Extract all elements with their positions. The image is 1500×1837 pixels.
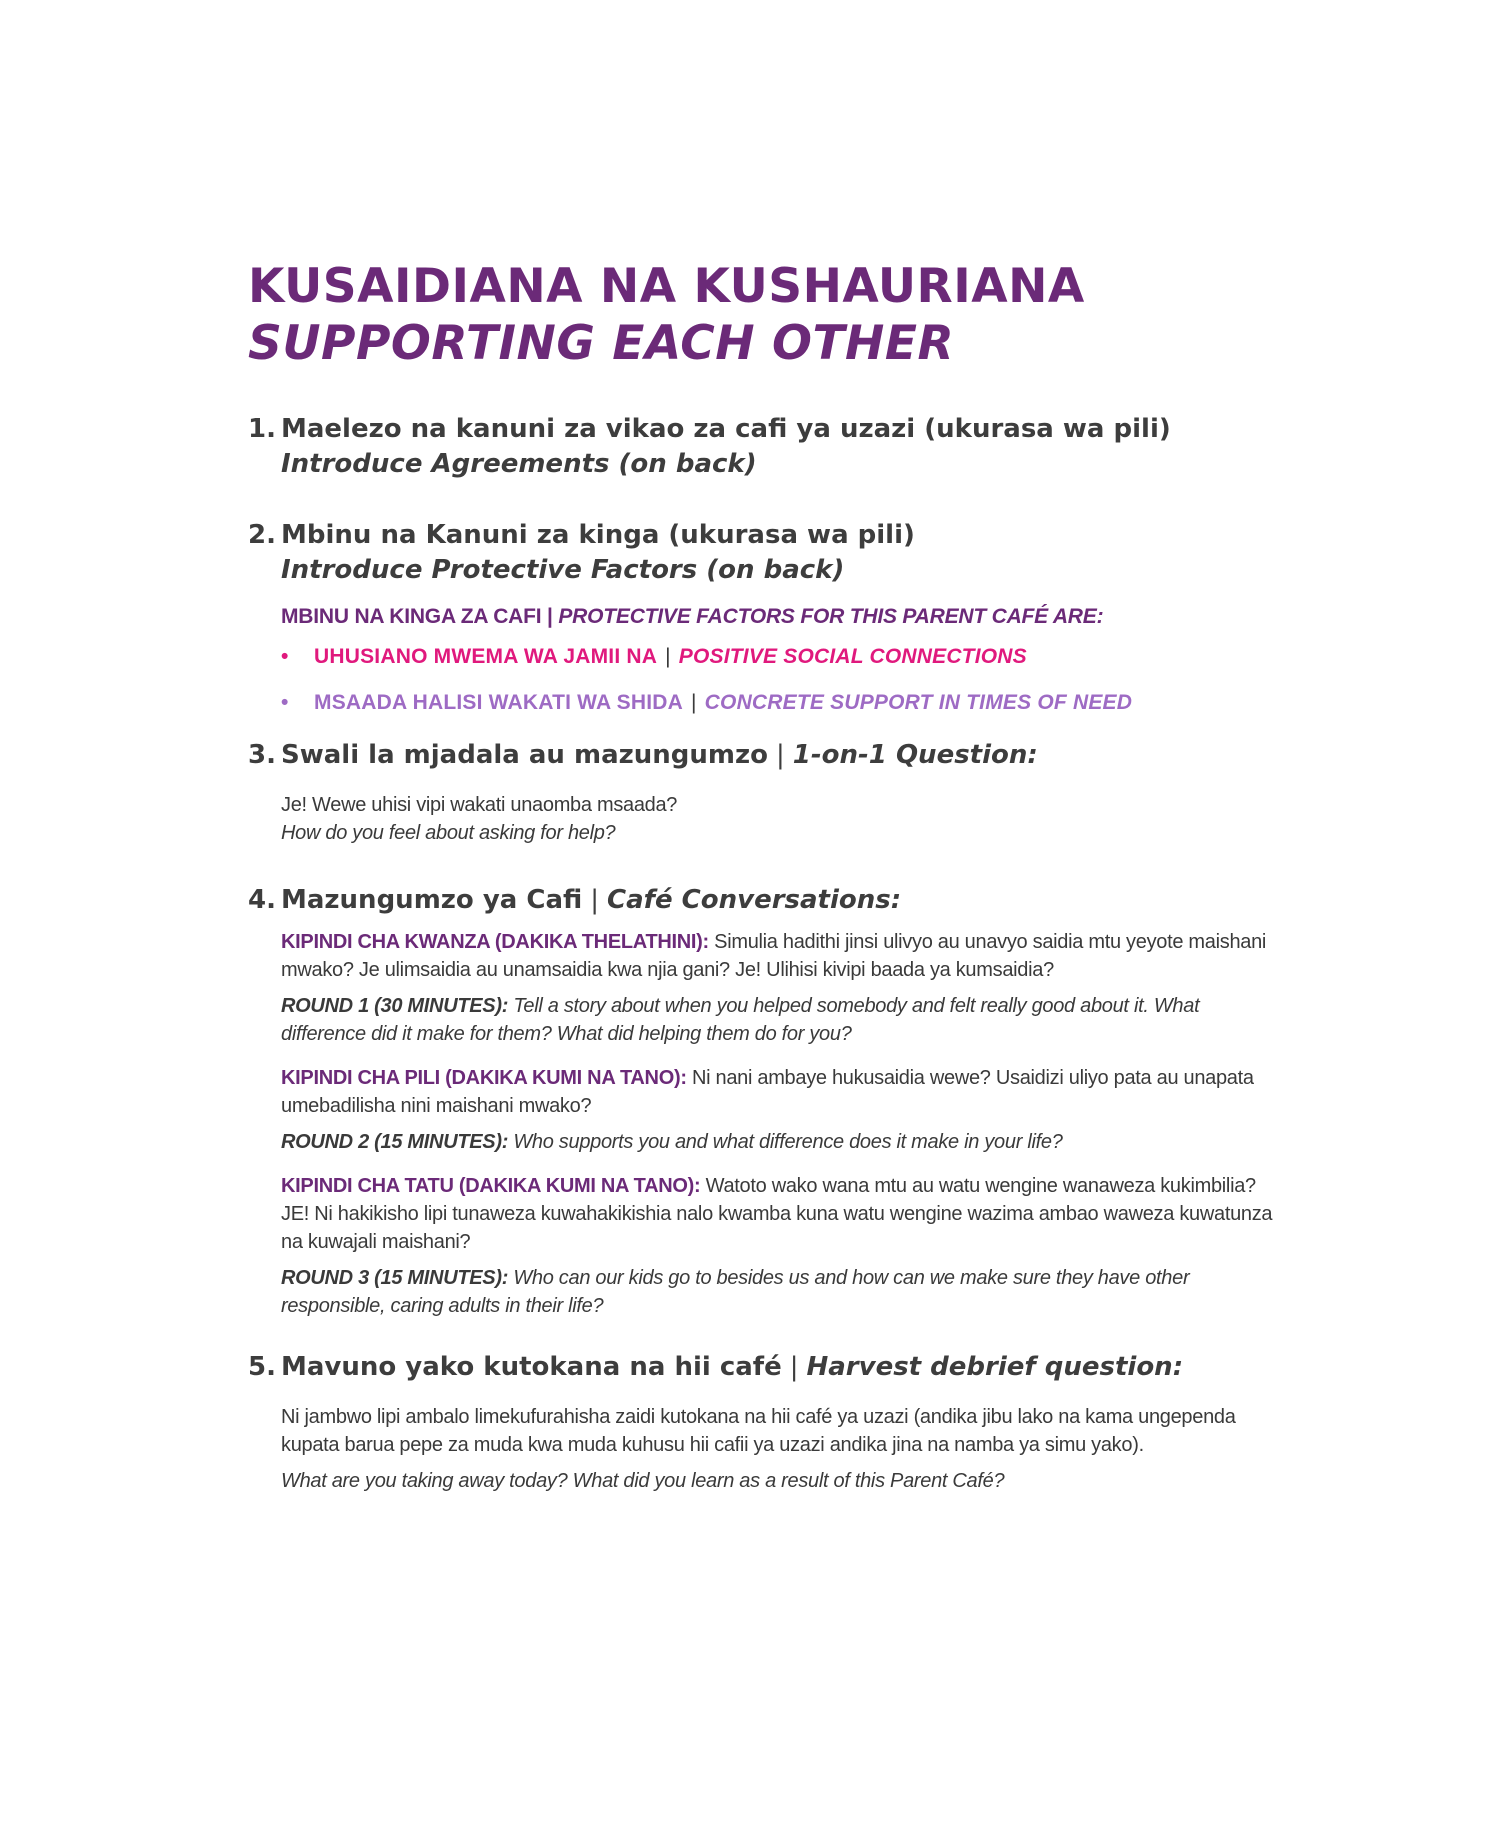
page-title [248, 258, 1278, 372]
round-text: Ni nani ambaye hukusaidia wewe? Usaidizi uliyo pata au unapata umebadilisha nini maishani mwako? [281, 1067, 1254, 1117]
section-heading-line [281, 883, 1278, 918]
list-item [281, 688, 1278, 718]
title-swahili: KUSAIDIANA NA KUSHAURIANA [248, 259, 1085, 314]
section-heading: Mbinu na Kanuni za kinga (ukurasa wa pili) [281, 520, 915, 550]
section-heading-line [281, 1350, 1278, 1385]
factor-english: CONCRETE SUPPORT IN TIMES OF NEED [704, 691, 1133, 714]
round-text: Watoto wako wana mtu au watu wengine wanaweza kukimbilia? JE! Ni hakikisho lipi tunaweza kuwahakikishia nalo kwamba kuna watu wengine wazima ambao waweza kuwatunza na kuwajali maishani? [281, 1175, 1273, 1253]
section-heading: Mazungumzo ya Cafi [281, 885, 583, 915]
heading-separator: | [789, 1352, 799, 1382]
debrief-swahili: Ni jambwo lipi ambalo limekufurahisha zaidi kutokana na hii café ya uzazi (andika jibu lako na kama ungependa kupata barua pepe za muda kwa muda kuhusu hii cafii ya uzazi andika jina na namba ya simu yako). [281, 1406, 1236, 1456]
round-text: Tell a story about when you helped somebody and felt really good about it. What difference did it make for them? What did helping them do for you? [281, 995, 1200, 1045]
section-number: 5. [248, 1352, 276, 1382]
section-heading: Swali la mjadala au mazungumzo [281, 740, 768, 770]
section-agreements [248, 412, 1278, 482]
round-3-english [281, 1264, 1278, 1320]
section-number: 2. [248, 520, 276, 550]
section-number: 4. [248, 885, 276, 915]
bullet-icon: • [281, 691, 289, 714]
question-swahili: Je! Wewe uhisi vipi wakati unaomba msaada? [281, 794, 678, 816]
section-cafe-conversations [248, 883, 1278, 1320]
factor-separator: | [691, 691, 697, 714]
round-label: ROUND 1 (30 MINUTES): [281, 995, 509, 1017]
section-heading-line [281, 738, 1278, 773]
section-number: 1. [248, 414, 276, 444]
round-text: Simulia hadithi jinsi ulivyo au unavyo saidia mtu yeyote maishani mwako? Je ulimsaidia au unamsaidia kwa njia gani? Je! Ulihisi kivipi baada ya kumsaidia? [281, 931, 1267, 981]
section-protective-factors [248, 518, 1278, 718]
protective-title-swahili: MBINU NA KINGA ZA CAFI | [281, 605, 553, 628]
protective-factors-list [281, 642, 1278, 718]
section-heading: Mavuno yako kutokana na hii café [281, 1352, 782, 1382]
section-heading: Maelezo na kanuni za vikao za cafi ya uzazi (ukurasa wa pili) [281, 414, 1171, 444]
factor-english: POSITIVE SOCIAL CONNECTIONS [678, 645, 1027, 668]
section-one-on-one [248, 738, 1278, 847]
title-english: SUPPORTING EACH OTHER [248, 316, 955, 371]
factor-swahili: MSAADA HALISI WAKATI WA SHIDA [314, 691, 684, 714]
protective-title-english: PROTECTIVE FACTORS FOR THIS PARENT CAFÉ ARE: [558, 605, 1104, 628]
section-heading-english: Harvest debrief question: [806, 1352, 1184, 1382]
round-label: KIPINDI CHA KWANZA (DAKIKA THELATHINI): [281, 931, 709, 953]
section-heading-english: Café Conversations: [607, 885, 902, 915]
list-item [281, 642, 1278, 672]
section-heading-english: Introduce Protective Factors (on back) [281, 555, 845, 585]
round-3-swahili [281, 1172, 1278, 1256]
section-harvest-debrief [248, 1350, 1278, 1495]
section-heading-english: Introduce Agreements (on back) [281, 449, 757, 479]
round-label: ROUND 2 (15 MINUTES): [281, 1131, 509, 1153]
factor-separator: | [665, 645, 671, 668]
round-2-english [281, 1128, 1278, 1156]
factor-swahili: UHUSIANO MWEMA WA JAMII NA [314, 645, 658, 668]
round-label: KIPINDI CHA PILI (DAKIKA KUMI NA TANO): [281, 1067, 687, 1089]
debrief-english: What are you taking away today? What did you learn as a result of this Parent Café? [281, 1470, 1005, 1492]
question-english: How do you feel about asking for help? [281, 822, 616, 844]
round-2-swahili [281, 1064, 1278, 1120]
document-page [248, 258, 1278, 1495]
protective-factors-title [281, 602, 1278, 632]
round-label: ROUND 3 (15 MINUTES): [281, 1267, 509, 1289]
bullet-icon: • [281, 645, 289, 668]
round-1-swahili [281, 928, 1278, 984]
round-1-english [281, 992, 1278, 1048]
round-text: Who supports you and what difference does it make in your life? [513, 1131, 1063, 1153]
section-number: 3. [248, 740, 276, 770]
round-label: KIPINDI CHA TATU (DAKIKA KUMI NA TANO): [281, 1175, 701, 1197]
round-text: Who can our kids go to besides us and how can we make sure they have other responsible, caring adults in their life? [281, 1267, 1190, 1317]
section-heading-english: 1-on-1 Question: [792, 740, 1038, 770]
heading-separator: | [590, 885, 600, 915]
heading-separator: | [776, 740, 785, 770]
